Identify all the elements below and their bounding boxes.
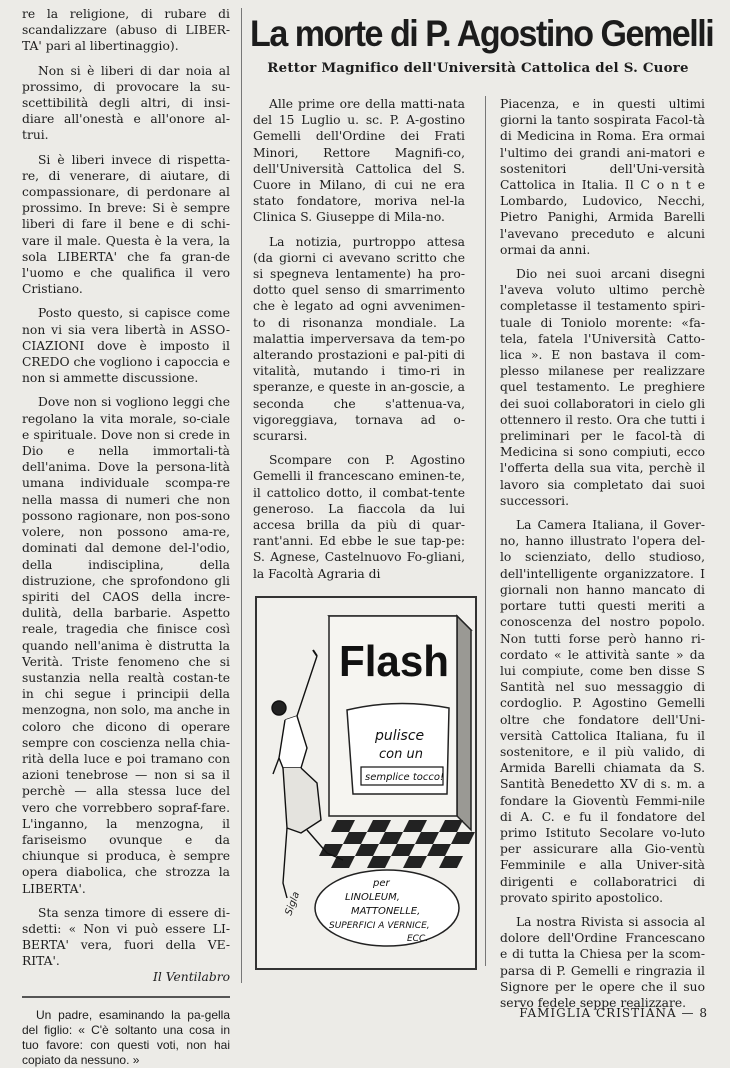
- section-divider: [22, 996, 230, 998]
- checkered-floor: [319, 820, 475, 868]
- page-number: 8: [699, 1006, 708, 1020]
- article-paragraph: La nostra Rivista si associa al dolore dell'Ordine Francescano e di tutta la Chiesa per la scom-parsa di P. Gemelli e ringrazia il Signore per le opere che il suo servo fedele seppe realizzare.: [500, 914, 705, 1010]
- left-paragraph: re la religione, di rubare di scandalizzare (abuso di LIBER-TA' pari al libertinaggio).: [22, 7, 230, 54]
- signature: Il Ventilabro: [153, 969, 230, 984]
- article-subtitle: Rettor Magnifico dell'Università Cattolica del S. Cuore: [267, 60, 689, 76]
- ad-tagline: con un: [379, 747, 423, 762]
- left-column: [22, 6, 230, 1068]
- ad-illustration: [257, 598, 475, 968]
- article-paragraph: Alle prime ore della matti-nata del 15 Luglio u. sc. P. A-gostino Gemelli dell'Ordine dei Frati Minori, Rettore Magnifi-co, dell'Università Cattolica del S. Cuore in Milano, di cui ne era stato fondatore, moriva nel-la Clinica S. Giuseppe di Mila-no.: [253, 97, 465, 225]
- floor-tile: [331, 856, 355, 868]
- floor-tile: [391, 844, 415, 856]
- flash-advertisement: [255, 596, 477, 970]
- middle-column: [253, 96, 465, 590]
- floor-tile: [331, 820, 355, 832]
- article-paragraph: Dio nei suoi arcani disegni l'aveva voluto ultimo perchè completasse il testamento spiri-tuale di Toniolo morente: «fa-tela, fatela l'Università Catto-lica ». E non bastava il com-plesso milanese per realizzare quel testamento. Le preghiere dei suoi collaboratori in cielo gli ottennero il resto. Ora che tutti i preliminari per le facol-tà di Medicina si sono compiuti, ecco l'offerta della sua vita, perchè il lavoro sia completato dai suoi successori.: [500, 267, 705, 508]
- left-paragraph: Si è liberi invece di rispetta-re, di venerare, di aiutare, di compassionare, di perdonare al prossimo. In breve: Si è sempre liberi di fare il bene e di schi-vare il male. Questa è la vera, la sola LIBERTA' che fa gran-de l'uomo e che qualifica il vero Cristiano.: [22, 152, 230, 297]
- article-paragraph: La Camera Italiana, il Gover-no, hanno illustrato l'opera del-lo scienziato, dello studioso, dell'intelligente organizzatore. I giornali non hanno mancato di portare tutti questi meriti a conoscenza del nostro popolo. Non tutti forse però hanno ri-cordato « le attività sante » da lui compiute, come ben disse S Santità nel suo messaggio di cordoglio. P. Agostino Gemelli oltre che fondatore dell'Uni-versità Cattolica Italiana, fu il sostenitore, e il più valido, di Armida Barelli chiamata da S. Santità Benedetto XV di s. m. a fondare la Gioventù Femmi-nile di A. C. e fu il fondatore del primo Istituto Secolare vo-luto per assicurare alla Gio-ventù Femminile e alla Univer-sità dirigenti e collaboratrici di provato spirito apostolico.: [500, 518, 705, 905]
- floor-tile: [343, 832, 367, 844]
- floor-tile: [355, 844, 379, 856]
- floor-tile: [439, 856, 463, 868]
- signature-line: [22, 970, 230, 984]
- floor-tile: [403, 856, 427, 868]
- magazine-name: FAMIGLIA CRISTIANA: [519, 1006, 677, 1020]
- ad-tagline: pulisce: [375, 728, 425, 744]
- article-paragraph: La notizia, purtroppo attesa (da giorni ci avevano scritto che si spegneva lentamente) ha pro-dotto quel senso di smarrimento che è legato ad ogni avvenimen-to di risonanza mondiale. La malattia imperversava da tem-po alterando prostazioni e pal-piti di vitalità, mutando i timo-ri in speranze, e queste in an-goscie, a seconda che s'attenua-va, vigoreggiava, tornava ad o-scurarsi.: [253, 234, 465, 444]
- floor-tile: [451, 832, 475, 844]
- floor-tile: [427, 844, 451, 856]
- left-paragraph: Non si è liberi di dar noia al prossimo, di provocare la su-scettibilità degli altri, di insi-diare all'onestà e all'onore al-trui.: [22, 63, 230, 143]
- left-paragraph: Dove non si vogliono leggi che regolano la vita morale, so-ciale e spirituale. Dove non si crede in Dio e nella immortali-tà dell'anima. Dove la persona-lità umana individuale scompa-re nella massa di numeri che non possono ragionare, non pos-sono volere, non possono ama-re, dominati dal demone del-l'odio, della indisciplina, della distruzione, che sprofondono gli spiriti del CAOS della incre-dulità, della barbarie. Aspetto reale, tragedia che finisce così quando nell'anima è distrutta la Verità. Triste fenomeno che si sustanzia nella realtà costan-te in chi segue i principii della menzogna, non solo, ma anche in coloro che dicono di operare sempre con coscienza nella chia-rità della luce e poi tramano con azioni tenebrose — non si sa il perchè — alla stessa luce del vero che vorrebbero sopraf-fare. L'inganno, la menzogna, il fariseismo ovunque e da chiunque si produca, è sempre opera diabolica, che strozza la LIBERTA'.: [22, 395, 230, 896]
- ad-use-line: ECC.: [407, 934, 429, 944]
- ad-use-line: LINOLEUM,: [345, 892, 400, 903]
- floor-tile: [403, 820, 427, 832]
- artist-signature: Sigla: [283, 890, 303, 918]
- column-rule-left: [241, 8, 242, 983]
- floor-tile: [415, 832, 439, 844]
- joke-text: Un padre, esaminando la pa-gella del figlio: « C'è soltanto una cosa in tuo favore: con questi voti, non hai copiato da nessuno. »: [22, 1007, 230, 1067]
- ad-use-line: MATTONELLE,: [351, 906, 421, 917]
- right-column: [500, 96, 705, 1019]
- ad-use-line: per: [373, 878, 390, 889]
- brand-logo: Flash: [339, 637, 449, 686]
- page-footer: [519, 1006, 708, 1020]
- column-rule-right: [485, 96, 486, 966]
- ad-use-line: SUPERFICI A VERNICE,: [329, 921, 430, 931]
- left-paragraph: Sta senza timore di essere di-sdetti: « Non vi può essere LI-BERTA' vera, fuori della VE-RITA'.: [22, 905, 230, 969]
- article-paragraph: Piacenza, e in questi ultimi giorni la tanto sospirata Facol-tà di Medicina in Roma. Era ormai l'ultimo dei grandi ani-matori e sostenitori dell'Uni-versità Cattolica in Italia. Il C o n t e Lombardo, Ludovico, Necchi, Pietro Panighi, Armida Barelli l'avevano preceduto e alcuni ormai da anni.: [500, 97, 705, 257]
- ad-tagline: semplice tocco!: [365, 772, 444, 783]
- floor-tile: [379, 832, 403, 844]
- floor-tile: [367, 820, 391, 832]
- article-paragraph: Scompare con P. Agostino Gemelli il francescano eminen-te, il cattolico dotto, il combat-tente generoso. La fiaccola da lui accesa brilla da più di quar-rant'anni. Ed ebbe le sue tap-pe: S. Agnese, Castelnuovo Fo-gliani, la Facoltà Agraria di: [253, 453, 465, 581]
- left-paragraph: Posto questo, si capisce come non vi sia vera libertà in ASSO-CIAZIONI dove è imposto il CREDO che vogliono i capoccia e non si ammette discussione.: [22, 306, 230, 386]
- floor-tile: [367, 856, 391, 868]
- floor-tile: [439, 820, 463, 832]
- article-title: La morte di P. Agostino Gemelli: [250, 13, 714, 54]
- footer-separator: —: [681, 1006, 700, 1020]
